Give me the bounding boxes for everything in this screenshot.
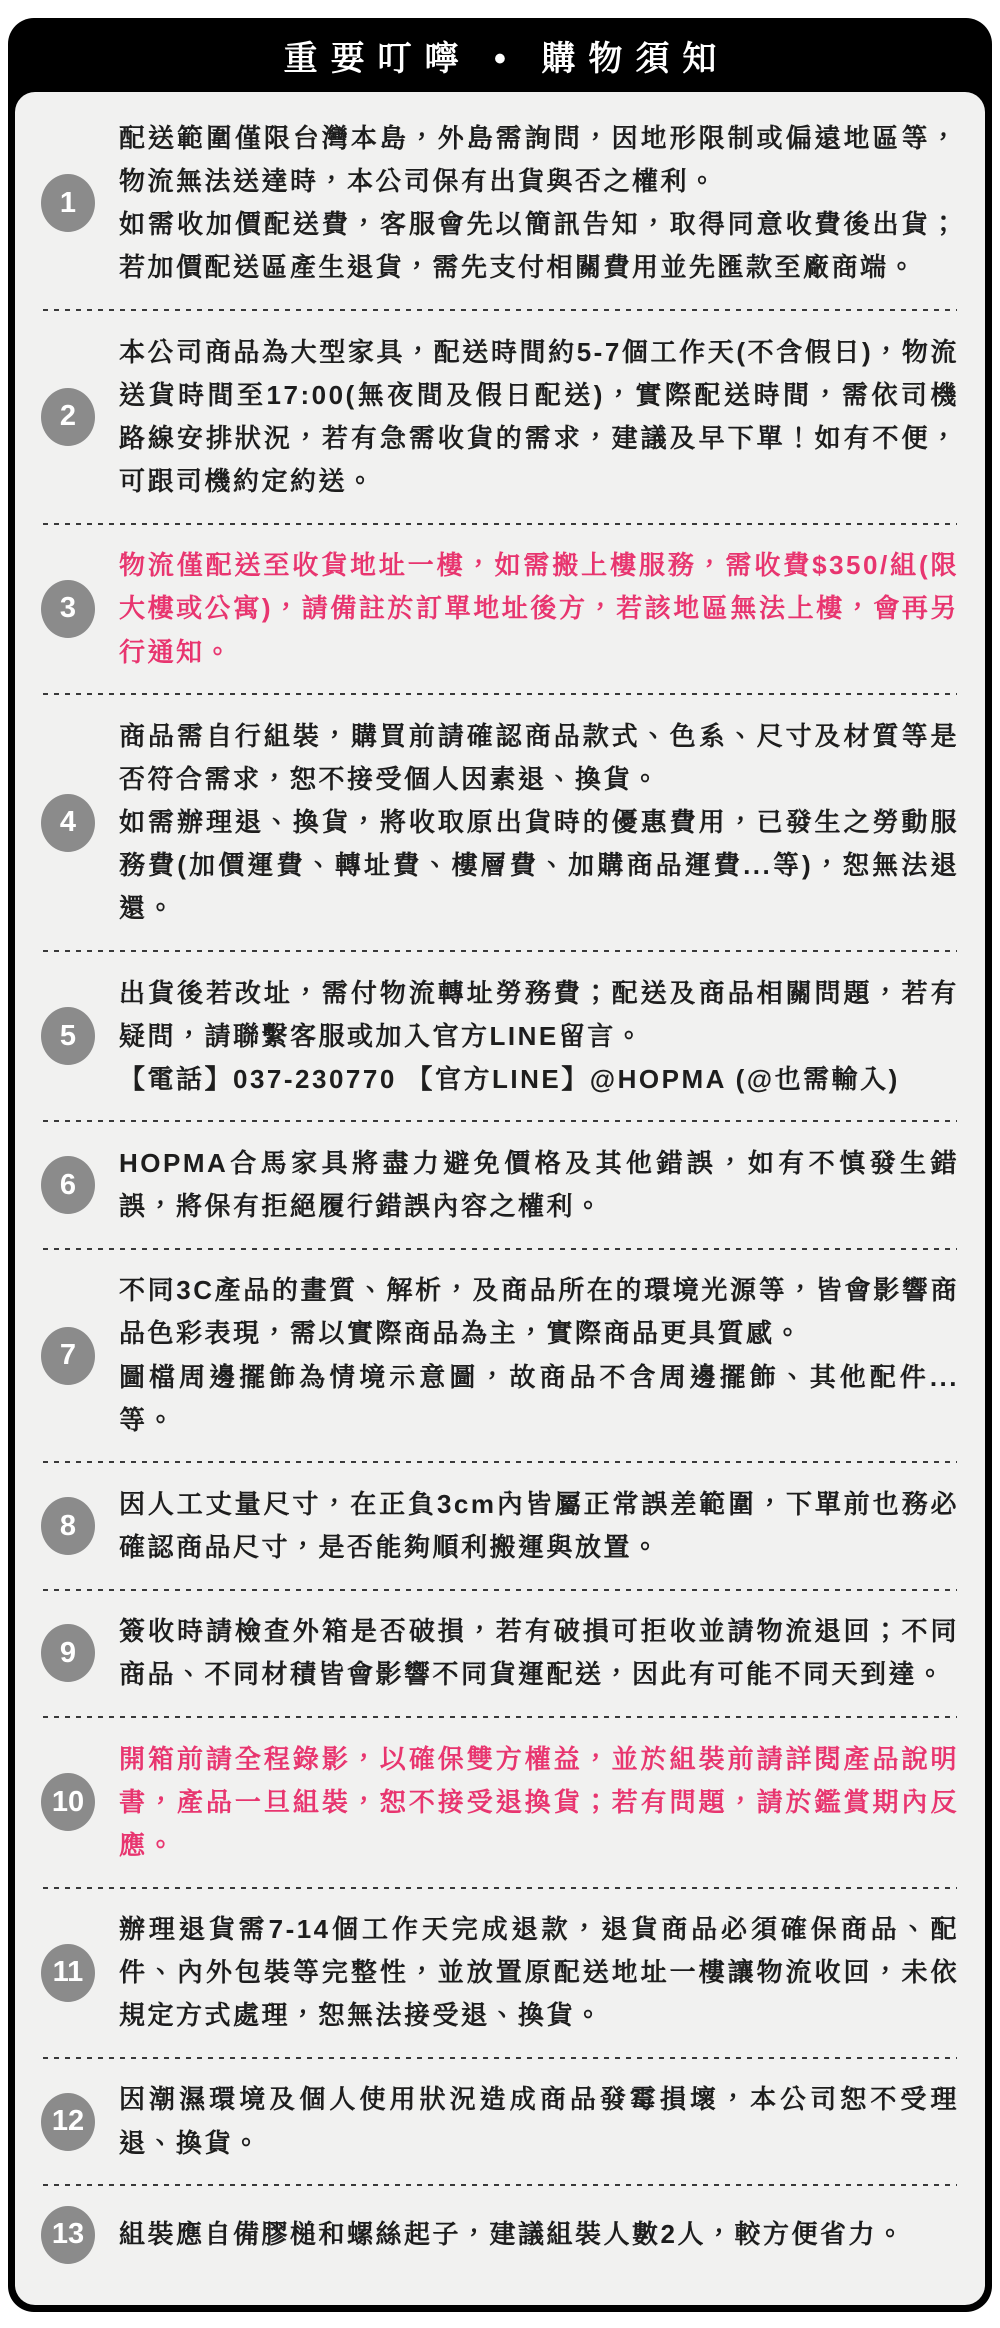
- notice-item-1: [41, 100, 959, 307]
- dashed-divider: [43, 522, 957, 525]
- notice-item-11: [41, 1891, 959, 2054]
- notice-paragraph: 如需辦理退、換貨，將收取原出貨時的優惠費用，已發生之勞動服務費(加價運費、轉址費、樓層費、加購商品運費...等)，恕無法退還。: [119, 807, 959, 924]
- notice-paragraph: 不同3C產品的畫質、解析，及商品所在的環境光源等，皆會影響商品色彩表現，需以實際商品為主，實際商品更具質感。: [119, 1275, 959, 1349]
- notice-paragraph: 簽收時請檢查外箱是否破損，若有破損可拒收並請物流退回；不同商品、不同材積皆會影響不同貨運配送，因此有可能不同天到達。: [119, 1616, 959, 1690]
- notice-number-badge: 11: [41, 1944, 95, 2002]
- dashed-divider: [43, 2056, 957, 2059]
- notice-text: [119, 117, 959, 290]
- dashed-divider: [43, 1120, 957, 1123]
- notice-text: [119, 1738, 959, 1867]
- notice-number-badge: 2: [41, 388, 95, 446]
- dashed-divider: [43, 693, 957, 696]
- notice-item-13: [41, 2189, 959, 2281]
- notice-text: [119, 715, 959, 931]
- dashed-divider: [43, 2184, 957, 2187]
- shopping-notice-card: [8, 18, 992, 2312]
- dashed-divider: [43, 1247, 957, 1250]
- notice-text: [119, 972, 959, 1101]
- notice-item-10: [41, 1721, 959, 1884]
- notice-number-badge: 6: [41, 1156, 95, 1214]
- notice-paragraph: 組裝應自備膠槌和螺絲起子，建議組裝人數2人，較方便省力。: [119, 2219, 906, 2250]
- notice-text: [119, 1269, 959, 1442]
- dashed-divider: [43, 950, 957, 953]
- notice-number-badge: 3: [41, 580, 95, 638]
- notice-list: [15, 92, 985, 2305]
- notice-number-badge: 4: [41, 794, 95, 852]
- notice-number-badge: 7: [41, 1327, 95, 1385]
- notice-paragraph: 因潮濕環境及個人使用狀況造成商品發霉損壞，本公司恕不受理退、換貨。: [119, 2084, 959, 2158]
- notice-item-8: [41, 1466, 959, 1586]
- notice-number-badge: 10: [41, 1773, 95, 1831]
- notice-text: [119, 544, 959, 673]
- notice-item-3: [41, 527, 959, 690]
- notice-item-5: [41, 955, 959, 1118]
- notice-number-badge: 12: [41, 2093, 95, 2151]
- notice-paragraph: 開箱前請全程錄影，以確保雙方權益，並於組裝前請詳閱產品說明書，產品一旦組裝，恕不接受退換貨；若有問題，請於鑑賞期內反應。: [119, 1743, 959, 1860]
- notice-number-badge: 1: [41, 174, 95, 232]
- notice-paragraph: 配送範圍僅限台灣本島，外島需詢問，因地形限制或偏遠地區等，物流無法送達時，本公司保有出貨與否之權利。: [119, 123, 959, 197]
- notice-number-badge: 5: [41, 1007, 95, 1065]
- notice-paragraph: 因人工丈量尺寸，在正負3cm內皆屬正常誤差範圍，下單前也務必確認商品尺寸，是否能夠順利搬運與放置。: [119, 1488, 959, 1563]
- dashed-divider: [43, 1588, 957, 1591]
- notice-item-9: [41, 1593, 959, 1713]
- notice-text: [119, 1908, 959, 2037]
- notice-paragraph: HOPMA合馬家具將盡力避免價格及其他錯誤，如有不慎發生錯誤，將保有拒絕履行錯誤內容之權利。: [119, 1147, 959, 1222]
- notice-text: [119, 1610, 959, 1696]
- notice-text: [119, 1142, 959, 1228]
- notice-paragraph: 本公司商品為大型家具，配送時間約5-7個工作天(不含假日)，物流送貨時間至17:00(無夜間及假日配送)，實際配送時間，需依司機路線安排狀況，若有急需收貨的需求，建議及早下單！如有不便，可跟司機約定約送。: [119, 336, 959, 497]
- notice-number-badge: 8: [41, 1497, 95, 1555]
- notice-item-12: [41, 2061, 959, 2181]
- dashed-divider: [43, 1461, 957, 1464]
- dashed-divider: [43, 1716, 957, 1719]
- notice-item-7: [41, 1252, 959, 1459]
- page-title: 重要叮嚀 • 購物須知: [283, 39, 730, 78]
- notice-text: [119, 2213, 959, 2256]
- notice-paragraph: 商品需自行組裝，購買前請確認商品款式、色系、尺寸及材質等是否符合需求，恕不接受個人因素退、換貨。: [119, 720, 959, 794]
- notice-number-badge: 13: [41, 2206, 95, 2264]
- notice-paragraph: 如需收加價配送費，客服會先以簡訊告知，取得同意收費後出貨；若加價配送區產生退貨，需先支付相關費用並先匯款至廠商端。: [119, 209, 959, 283]
- dashed-divider: [43, 1886, 957, 1889]
- notice-paragraph: 圖檔周邊擺飾為情境示意圖，故商品不含周邊擺飾、其他配件...等。: [119, 1361, 959, 1435]
- notice-text: [119, 1483, 959, 1569]
- card-header: [8, 18, 992, 92]
- notice-text: [119, 2078, 959, 2164]
- dashed-divider: [43, 309, 957, 312]
- notice-item-6: [41, 1125, 959, 1245]
- notice-text: [119, 331, 959, 504]
- notice-number-badge: 9: [41, 1624, 95, 1682]
- notice-item-2: [41, 314, 959, 521]
- notice-paragraph: 辦理退貨需7-14個工作天完成退款，退貨商品必須確保商品、配件、內外包裝等完整性，並放置原配送地址一樓讓物流收回，未依規定方式處理，恕無法接受退、換貨。: [119, 1914, 959, 2031]
- notice-paragraph: 物流僅配送至收貨地址一樓，如需搬上樓服務，需收費$350/組(限大樓或公寓)，請備註於訂單地址後方，若該地區無法上樓，會再另行通知。: [119, 550, 959, 667]
- notice-paragraph: 出貨後若改址，需付物流轉址勞務費；配送及商品相關問題，若有疑問，請聯繫客服或加入官方LINE留言。: [119, 977, 959, 1051]
- notice-paragraph: 【電話】037-230770 【官方LINE】@HOPMA (@也需輸入): [119, 1063, 900, 1094]
- notice-item-4: [41, 698, 959, 948]
